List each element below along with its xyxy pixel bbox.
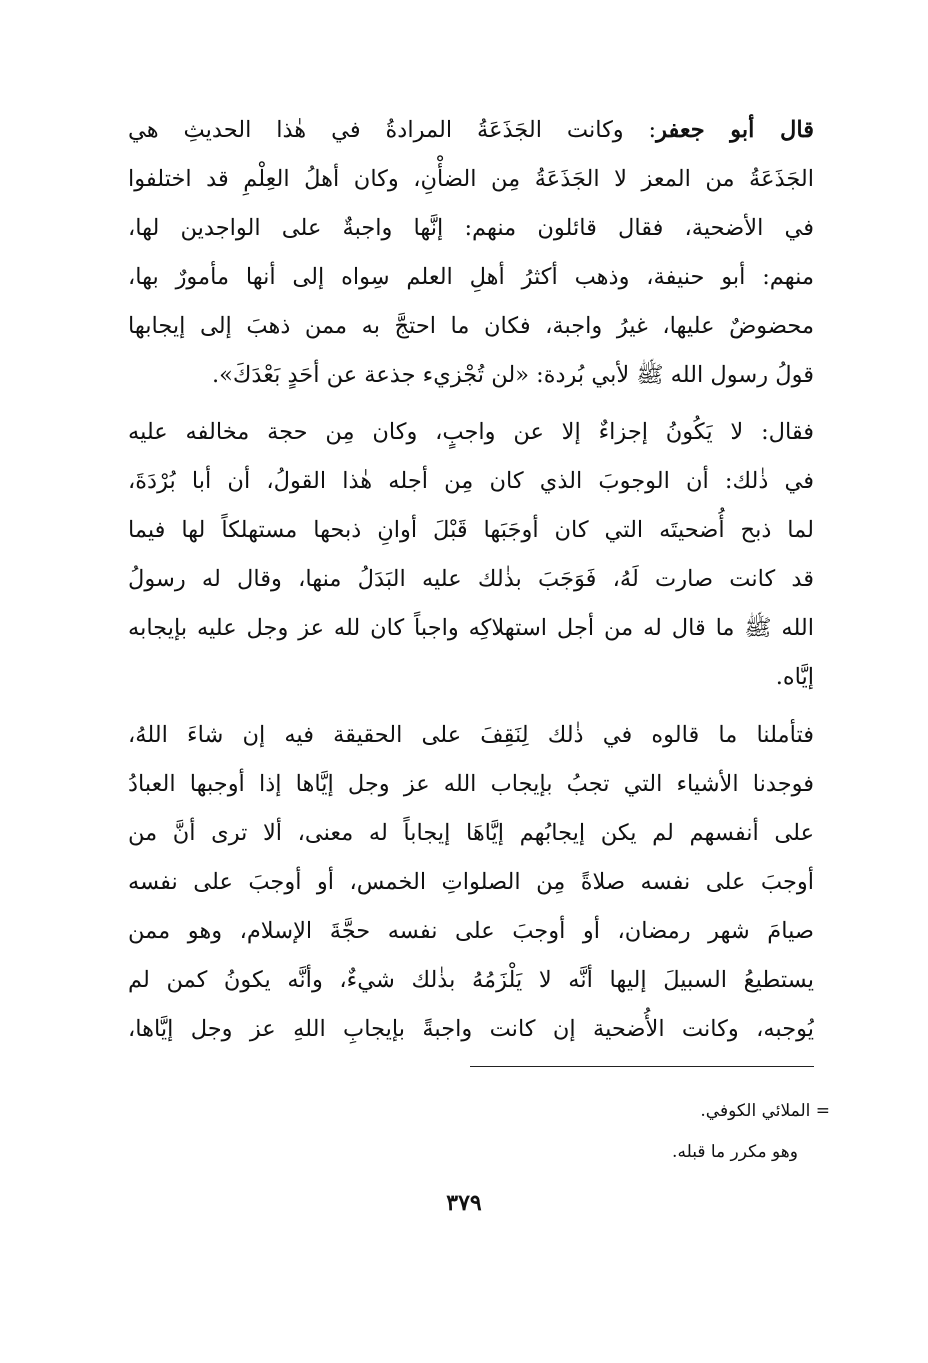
paragraph-2 xyxy=(128,408,814,702)
paragraph-line: أوجبَ على نفسه صلاةً مِن الصلواتِ الخمس، أو أوجبَ على نفسه xyxy=(128,869,814,895)
page-number: ٣٧٩ xyxy=(446,1190,482,1216)
lead-phrase: قال أبو جعفر xyxy=(656,117,814,143)
paragraph-line: في الأضحية، فقال قائلون منهم: إنَّها واجبةٌ على الواجدين لها، xyxy=(128,215,814,241)
paragraph-line: لما ذبح أُضحيتَه التي كان أوجَبَها قَبْلَ أوانِ ذبحها مستهلكاً لها فيما xyxy=(128,517,814,543)
paragraph-line: قد كانت صارت لَهُ، فَوَجَبَ بذٰلك عليه البَدَلُ منها، وقال له رسولُ xyxy=(128,566,814,592)
paragraph-line: فوجدنا الأشياء التي تجبُ بإيجاب الله عز وجل إيَّاها إذا أوجبها العبادُ xyxy=(128,771,814,797)
paragraph-line: صيامَ شهر رمضان، أو أوجبَ على نفسه حجَّةَ الإسلام، وهو ممن xyxy=(128,918,814,944)
paragraph-line: في ذٰلك: أن الوجوبَ الذي كان مِن أجله هٰذا القولُ، أن أبا بُرْدَةَ، xyxy=(128,468,814,494)
paragraph-1 xyxy=(128,106,814,400)
paragraph-line: محضوضٌ عليها، غيرُ واجبة، فكان ما احتجَّ به ممن ذهبَ إلى إيجابها xyxy=(128,313,814,339)
footnote-divider xyxy=(470,1066,814,1067)
paragraph-line: على أنفسهم لم يكن إيجابُهم إيَّاهَا إيجاباً له معنى، ألا ترى أنَّ من xyxy=(128,820,814,846)
paragraph-line: فتأملنا ما قالوه في ذٰلك لِنَقِفَ على الحقيقة فيه إن شاءَ اللهُ، xyxy=(128,722,814,748)
paragraph-line: إيَّاه. xyxy=(775,664,814,690)
paragraph-line: يستطيعُ السبيلَ إليها أنَّه لا يَلْزَمُهُ بذٰلك شيءٌ، وأنَّه يكونُ كمن لم xyxy=(128,967,814,993)
paragraph-line: فقال: لا يَكُونُ إجزاءٌ إلا عن واجبٍ، وكان مِن حجة مخالفه عليه xyxy=(128,419,814,445)
paragraph-line: الجَذَعَةُ من المعز لا الجَذَعَةُ مِن الضأْنِ، وكان أهلُ العِلْمِ قد اختلفوا xyxy=(128,166,814,192)
paragraph-line: يُوجبه، وكانت الأُضحية إن كانت واجبةً بإيجابِ اللهِ عز وجل إيَّاها، xyxy=(128,1016,814,1042)
paragraph-line: منهم: أبو حنيفة، وذهب أكثرُ أهلِ العلم سِواه إلى أنها مأمورٌ بها، xyxy=(128,264,814,290)
paragraph-line: قال أبو جعفر: وكانت الجَذَعَةُ المرادةُ في هٰذا الحديثِ هي xyxy=(128,117,814,143)
paragraph-3 xyxy=(128,711,814,1054)
paragraph-line: قولُ رسول الله ﷺ لأبي بُردة: «لن تُجْزيء جذعة عن أحَدٍ بَعْدَكَ». xyxy=(211,362,814,388)
footnote-1: = الملائي الكوفي. xyxy=(700,1101,830,1121)
paragraph-line: الله ﷺ ما قال له من أجل استهلاكِه واجباً كان لله عز وجل عليه بإيجابه xyxy=(128,615,814,641)
footnote-2: وهو مكرر ما قبله. xyxy=(672,1142,798,1162)
